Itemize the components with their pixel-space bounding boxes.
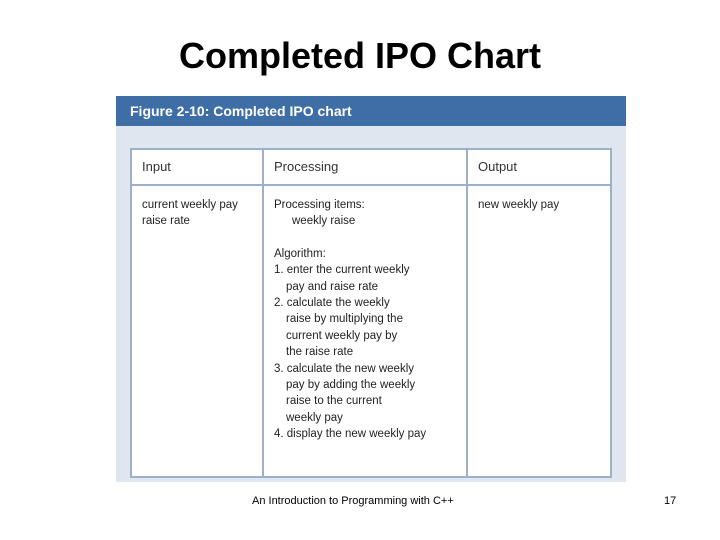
algorithm-step-continued: the raise rate (286, 346, 354, 359)
slide-title: Completed IPO Chart (178, 35, 542, 76)
output-cell (478, 197, 559, 213)
ipo-figure (116, 96, 626, 482)
algorithm-step: 3. calculate the new weekly (274, 362, 414, 375)
processing-cell (274, 197, 426, 443)
footer-text: An Introduction to Programming with C++ (252, 495, 454, 507)
algorithm-step-continued: raise by multiplying the (286, 313, 403, 326)
output-item: new weekly pay (478, 199, 560, 211)
algorithm-step: 2. calculate the weekly (274, 297, 390, 310)
algorithm-label: Algorithm: (274, 247, 326, 260)
processing-column-header: Processing (274, 159, 339, 174)
output-column-header: Output (478, 159, 518, 174)
processing-column (264, 150, 466, 476)
input-item: current weekly pay (142, 199, 238, 211)
ipo-table (130, 148, 612, 478)
processing-item: weekly raise (292, 215, 356, 228)
figure-caption: Figure 2-10: Completed IPO chart (130, 103, 352, 119)
algorithm-step-continued: pay and raise rate (286, 280, 379, 293)
algorithm-step: 4. display the new weekly pay (274, 428, 427, 441)
slide-footer (0, 495, 720, 511)
algorithm-step-continued: weekly pay (286, 411, 343, 424)
input-column (132, 150, 262, 476)
algorithm-step-continued: pay by adding the weekly (286, 379, 416, 392)
input-column-header: Input (142, 159, 171, 174)
processing-items-label: Processing items: (274, 199, 365, 211)
input-item: raise rate (142, 215, 190, 228)
input-cell (142, 197, 238, 230)
algorithm-step-continued: raise to the current (286, 395, 382, 408)
figure-header-bar (116, 96, 626, 126)
output-column (468, 150, 612, 476)
algorithm-step-continued: current weekly pay by (286, 329, 398, 342)
algorithm-step: 1. enter the current weekly (274, 264, 410, 277)
spacer (274, 230, 426, 246)
page-number: 17 (664, 495, 677, 507)
